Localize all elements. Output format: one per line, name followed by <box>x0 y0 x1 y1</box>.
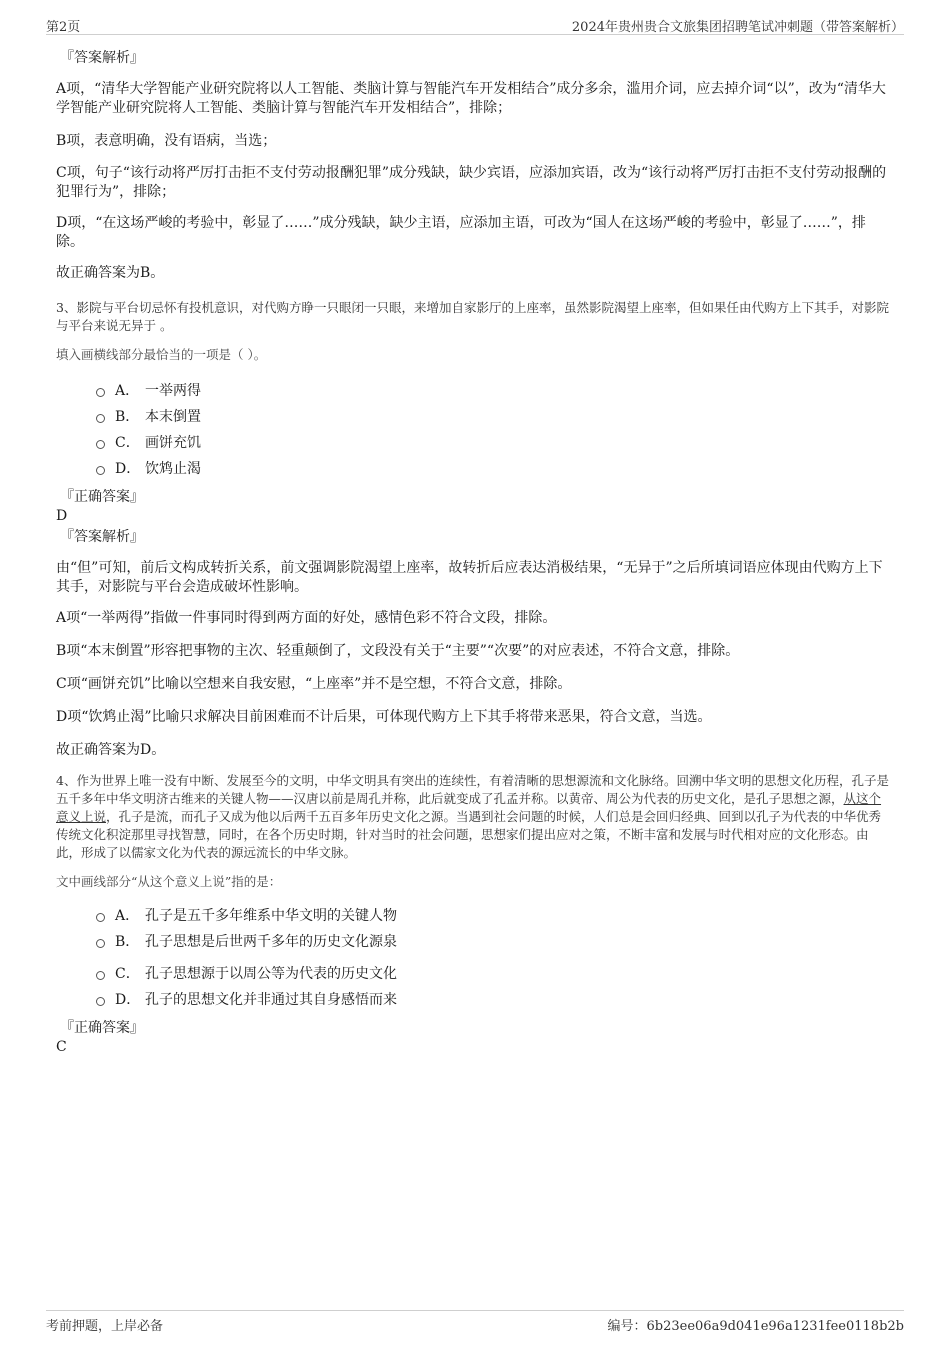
q3-analysis-label: 『答案解析』 <box>60 529 144 545</box>
footer-slogan: 考前押题，上岸必备 <box>46 1319 164 1334</box>
q4-options <box>56 902 890 1012</box>
q2-analysis-b: B项，表意明确，没有语病，当选； <box>56 133 277 149</box>
q3-option-b[interactable]: B． 本末倒置 <box>96 403 890 429</box>
q4-stem: 4、作为世界上唯一没有中断、发展至今的文明，中华文明具有突出的连续性，有着清晰的思想源流和文化脉络。回溯中华文明的思想文化历程，孔子是五千多年中华文明济古维来的关键人物——汉唐以前是周孔并称，此后就变成了孔孟并称。以黄帝、周公为代表的历史文化，是孔子思想之源，从这个意义上说，孔子是流，而孔子又成为他以后两千五百多年历史文化之源。当遇到社会问题的时候，人们总是会回归经典、回到以孔子为代表的中华优秀传统文化积淀那里寻找智慧，同时，在各个历史时期，针对当时的社会问题，思想家们提出应对之策，不断丰富和发展与时代相对应的文化形态。由此，形成了以儒家文化为代表的源远流长的中华文脉。 <box>56 773 889 860</box>
q3-analysis-b: B项“本末倒置”形容把事物的主次、轻重颠倒了，文段没有关于“主要”“次要”的对应表述，不符合文意，排除。 <box>56 643 740 659</box>
q4-answer-label: 『正确答案』 <box>60 1020 144 1036</box>
document-body <box>56 48 890 1056</box>
q4-underlined-phrase: 从这个意义上说 <box>56 791 882 824</box>
q3-options <box>56 377 890 481</box>
q3-option-d[interactable]: D． 饮鸩止渴 <box>96 455 890 481</box>
page-header <box>46 14 904 35</box>
radio-icon[interactable] <box>96 440 105 449</box>
q2-analysis-label: 『答案解析』 <box>60 50 144 66</box>
q2-conclusion: 故正确答案为B。 <box>56 265 165 281</box>
q4-option-d[interactable]: D． 孔子的思想文化并非通过其自身感悟而来 <box>96 986 890 1012</box>
q4-option-c[interactable]: C． 孔子思想源于以周公等为代表的历史文化 <box>96 960 890 986</box>
q4-answer: C <box>56 1039 67 1055</box>
q2-analysis-d: D项，“在这场严峻的考验中，彰显了……”成分残缺，缺少主语，应添加主语，可改为“国人在这场严峻的考验中，彰显了……”，排除。 <box>56 215 866 250</box>
page-number: 第2页 <box>46 20 81 35</box>
radio-icon[interactable] <box>96 971 105 980</box>
q3-analysis-d: D项“饮鸩止渴”比喻只求解决目前困难而不计后果，可体现代购方上下其手将带来恶果，符合文意，当选。 <box>56 709 712 725</box>
radio-icon[interactable] <box>96 939 105 948</box>
page-footer <box>46 1310 904 1335</box>
q4-option-b[interactable]: B． 孔子思想是后世两千多年的历史文化源泉 <box>96 928 890 954</box>
document-id: 编号：6b23ee06a9d041e96a1231fee0118b2b <box>607 1319 904 1334</box>
q3-prompt: 填入画横线部分最恰当的一项是（ ）。 <box>56 347 267 362</box>
radio-icon[interactable] <box>96 997 105 1006</box>
radio-icon[interactable] <box>96 913 105 922</box>
radio-icon[interactable] <box>96 414 105 423</box>
radio-icon[interactable] <box>96 388 105 397</box>
q3-stem: 3、影院与平台切忌怀有投机意识，对代购方睁一只眼闭一只眼，来增加自家影厅的上座率，虽然影院渴望上座率，但如果任由代购方上下其手，对影院与平台来说无异于 。 <box>56 300 889 333</box>
q3-analysis-c: C项“画饼充饥”比喻以空想来自我安慰，“上座率”并不是空想，不符合文意，排除。 <box>56 676 572 692</box>
q3-answer: D <box>56 508 68 524</box>
q3-option-c[interactable]: C． 画饼充饥 <box>96 429 890 455</box>
q3-analysis-a: A项“一举两得”指做一件事同时得到两方面的好处，感情色彩不符合文段，排除。 <box>56 610 557 626</box>
q3-analysis-intro: 由“但”可知，前后文构成转折关系，前文强调影院渴望上座率，故转折后应表达消极结果，“无异于”之后所填词语应体现由代购方上下其手，对影院与平台会造成破坏性影响。 <box>56 560 883 595</box>
document-title: 2024年贵州贵合文旅集团招聘笔试冲刺题（带答案解析） <box>571 20 904 35</box>
q3-answer-label: 『正确答案』 <box>60 489 144 505</box>
q4-option-a[interactable]: A． 孔子是五千多年维系中华文明的关键人物 <box>96 902 890 928</box>
radio-icon[interactable] <box>96 466 105 475</box>
q2-analysis-c: C项，句子“该行动将严厉打击拒不支付劳动报酬犯罪”成分残缺，缺少宾语，应添加宾语，改为“该行动将严厉打击拒不支付劳动报酬的犯罪行为”，排除； <box>56 165 887 200</box>
q3-conclusion: 故正确答案为D。 <box>56 742 166 758</box>
q2-analysis-a: A项，“清华大学智能产业研究院将以人工智能、类脑计算与智能汽车开发相结合”成分多余，滥用介词，应去掉介词“以”，改为“清华大学智能产业研究院将人工智能、类脑计算与智能汽车开发相结合”，排除； <box>56 81 886 116</box>
q4-prompt: 文中画线部分“从这个意义上说”指的是： <box>56 874 282 889</box>
q3-option-a[interactable]: A． 一举两得 <box>96 377 890 403</box>
